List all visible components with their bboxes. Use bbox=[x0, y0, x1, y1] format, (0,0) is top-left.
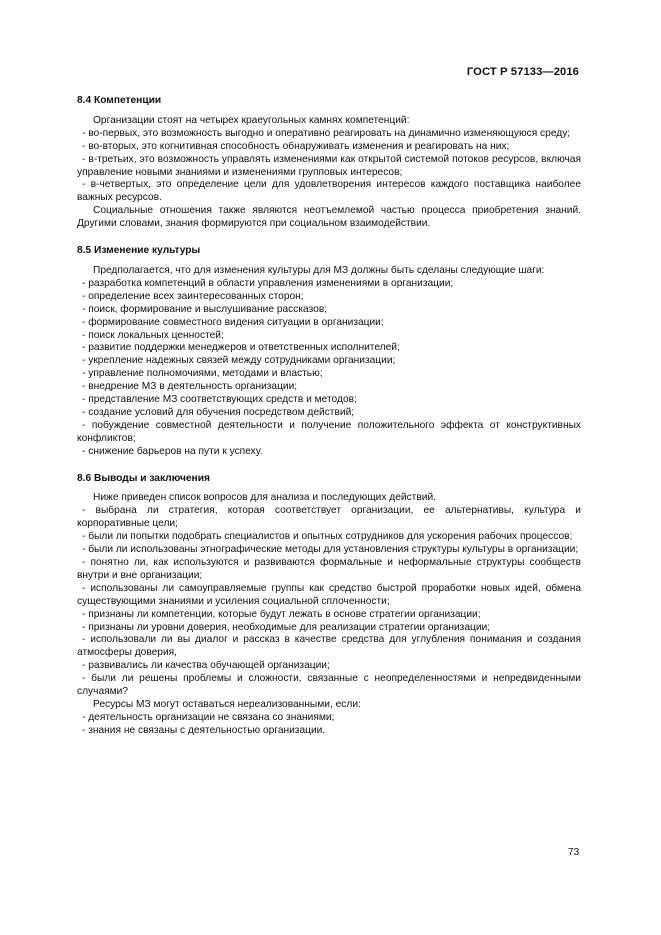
list-item: - были ли использованы этнографические методы для установления структуры культуры в организации; bbox=[82, 544, 579, 556]
section-heading-competencies: 8.4 Компетенции bbox=[77, 95, 162, 106]
list-item: - выбрана ли стратегия, которая соответствует организации, ее альтернативы, культура и корпоративные цели; bbox=[77, 505, 581, 530]
paragraph: Ресурсы МЗ могут оставаться нереализованными, если: bbox=[93, 698, 361, 710]
list-item: - во-вторых, это когнитивная способность обнаруживать изменения и реагировать на них; bbox=[82, 140, 510, 152]
section-heading-culture-change: 8.5 Изменение культуры bbox=[77, 245, 201, 257]
list-item: - в-четвертых, это определение цели для удовлетворения интересов каждого поставщика наиболее важных ресурсов. bbox=[77, 179, 581, 204]
list-item: - укрепление надежных связей между сотрудниками организации; bbox=[82, 355, 396, 367]
list-item: - снижение барьеров на пути к успеху. bbox=[82, 445, 263, 457]
paragraph: Ниже приведен список вопросов для анализа и последующих действий. bbox=[93, 492, 436, 504]
list-item: - управление полномочиями, методами и властью; bbox=[82, 368, 323, 380]
list-item: - развивались ли качества обучающей организации; bbox=[82, 660, 330, 672]
list-item: - разработка компетенций в области управления изменениями в организации; bbox=[82, 277, 454, 289]
standard-code: ГОСТ Р 57133—2016 bbox=[466, 66, 579, 78]
list-item: - внедрение МЗ в деятельность организации; bbox=[82, 381, 298, 393]
list-item: - представление МЗ соответствующих средств и методов; bbox=[82, 394, 357, 406]
list-item: - были ли попытки подобрать специалистов и опытных сотрудников для ускорения рабочих процессов; bbox=[82, 531, 573, 543]
page-number: 73 bbox=[568, 847, 580, 858]
paragraph: Социальные отношения также являются неотъемлемой частью процесса приобретения знаний. Другими словами, знания формируются при социальном взаимодействии. bbox=[77, 205, 581, 230]
list-item: - использованы ли самоуправляемые группы как средство быстрой проработки новых идей, обмена существующими знаниями и усиления социальной сплоченности; bbox=[77, 582, 581, 607]
list-item: - понятно ли, как используются и развиваются формальные и неформальные структуры сообществ внутри и вне организации; bbox=[77, 557, 581, 581]
list-item: - развитие поддержки менеджеров и ответственных исполнителей; bbox=[82, 342, 400, 354]
list-item: - признаны ли уровни доверия, необходимые для реализации стратегии организации; bbox=[82, 621, 491, 633]
list-item: - знания не связаны с деятельностью организации. bbox=[82, 724, 326, 736]
list-item: - определение всех заинтересованных сторон; bbox=[82, 290, 304, 302]
list-item: - в-третьих, это возможность управлять изменениями как открытой системой потоков ресурсов, включая управление новыми знаниями и изменениями групповых интересов; bbox=[77, 153, 581, 178]
page-content bbox=[77, 95, 581, 738]
list-item: - создание условий для обучения посредством действий; bbox=[82, 406, 355, 418]
paragraph: Предполагается, что для изменения культуры для МЗ должны быть сделаны следующие шаги: bbox=[93, 264, 545, 276]
list-item: - во-первых, это возможность выгодно и оперативно реагировать на динамично изменяющуюся среду; bbox=[82, 127, 571, 139]
list-item: - поиск, формирование и выслушивание рассказов; bbox=[82, 303, 328, 315]
list-item: - использовали ли вы диалог и рассказ в качестве средства для углубления понимания и создания атмосферы доверия, bbox=[77, 634, 581, 659]
list-item: - деятельность организации не связана со знаниями; bbox=[82, 711, 335, 723]
list-item: - побуждение совместной деятельности и получение положительного эффекта от конструктивных конфликтов; bbox=[77, 419, 581, 444]
list-item: - формирование совместного видения ситуации в организации; bbox=[82, 316, 384, 328]
list-item: - признаны ли компетенции, которые будут лежать в основе стратегии организации; bbox=[82, 608, 481, 620]
list-item: - были ли решены проблемы и сложности, связанные с неопределенностями и непредвиденными случаями? bbox=[77, 673, 581, 698]
paragraph: Организации стоят на четырех краеугольных камнях компетенций: bbox=[93, 114, 410, 126]
list-item: - поиск локальных ценностей; bbox=[82, 329, 224, 341]
section-heading-conclusions: 8.6 Выводы и заключения bbox=[77, 472, 210, 484]
